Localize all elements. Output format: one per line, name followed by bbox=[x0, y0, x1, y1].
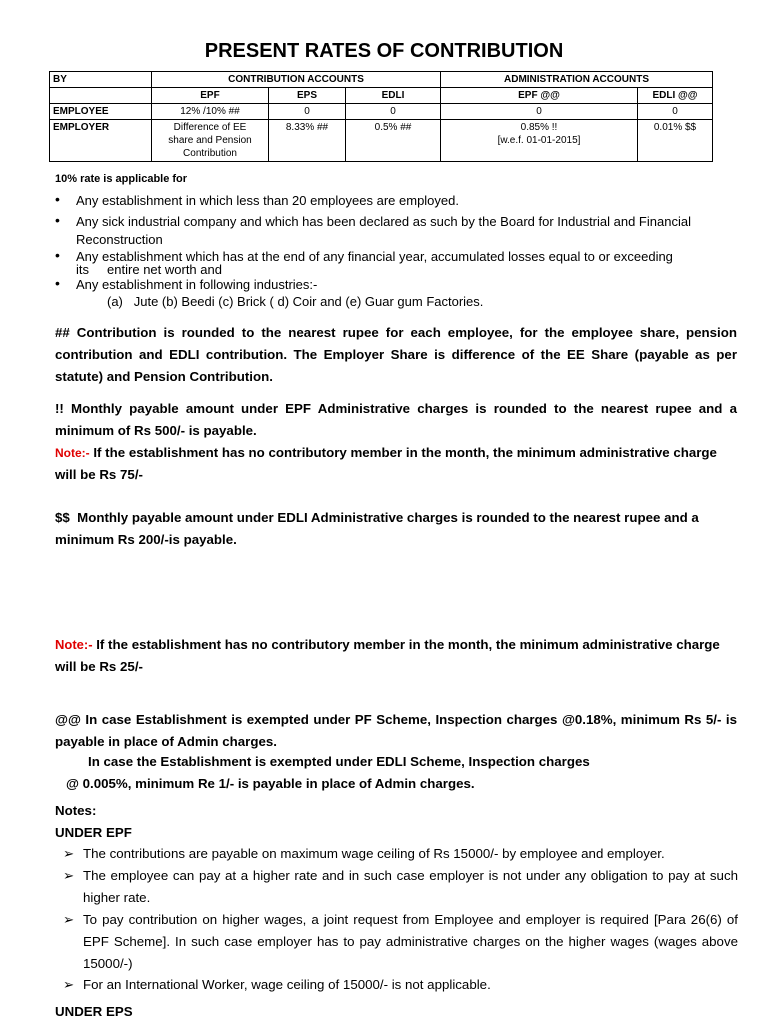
header-contribution-accounts: CONTRIBUTION ACCOUNTS bbox=[152, 72, 441, 88]
under-eps-heading: UNDER EPS bbox=[55, 1004, 133, 1019]
note-admin-min-75: Note:- If the establishment has no contributory member in the month, the minimum administrative charge will be Rs 75/- bbox=[55, 445, 717, 482]
employee-admin-edli: 0 bbox=[638, 104, 713, 120]
list-item: • Any establishment in following industries:- bbox=[55, 275, 318, 292]
employee-eps: 0 bbox=[269, 104, 346, 120]
employer-edli: 0.5% ## bbox=[346, 120, 441, 162]
list-item: • Any establishment which has at the end of any financial year, accumulated losses equal to or exceeding bbox=[55, 247, 673, 264]
note-bang: !! Monthly payable amount under EPF Administrative charges is rounded to the nearest rupee and a minimum of Rs 500/- is payable. bbox=[55, 401, 737, 438]
list-item: ➢ To pay contribution on higher wages, a joint request from Employee and employer is required [Para 26(6) of EPF Scheme]. In such case employer has to pay administrative charges on the higher wages (wages above 15000/-) bbox=[63, 912, 738, 971]
note-admin-min-25: Note:- If the establishment has no contributory member in the month, the minimum administrative charge will be Rs 25/- bbox=[55, 637, 720, 674]
employer-epf-line1: Difference of EE bbox=[173, 122, 247, 133]
employer-admin-epf bbox=[441, 120, 638, 162]
table-row-employee bbox=[50, 104, 713, 120]
list-item: ➢ The contributions are payable on maximum wage ceiling of Rs 15000/- by employee and employer. bbox=[63, 846, 665, 861]
employer-epf-line2: share and Pension bbox=[168, 135, 252, 146]
row-label-employer: EMPLOYER bbox=[50, 120, 152, 162]
note-dollar: $$ Monthly payable amount under EDLI Administrative charges is rounded to the nearest rupee and a minimum Rs 200/-is payable. bbox=[55, 510, 703, 547]
employer-admin-epf-rate: 0.85% !! bbox=[520, 122, 558, 133]
under-epf-heading: UNDER EPF bbox=[55, 825, 132, 840]
header-by: BY bbox=[50, 72, 152, 88]
table-row-employer bbox=[50, 120, 713, 162]
subheader-epf: EPF bbox=[152, 88, 269, 104]
employee-admin-epf: 0 bbox=[441, 104, 638, 120]
employee-edli: 0 bbox=[346, 104, 441, 120]
list-item-subitems: (a) Jute (b) Beedi (c) Brick ( d) Coir and (e) Guar gum Factories. bbox=[107, 294, 484, 309]
note-label: Note:- bbox=[55, 446, 90, 460]
subheader-edli: EDLI bbox=[346, 88, 441, 104]
subheader-admin-edli: EDLI @@ bbox=[638, 88, 713, 104]
note-hash: ## Contribution is rounded to the nearest rupee for each employee, for the employee share, pension contribution and EDLI contribution. The Employer Share is difference of the EE Share (payable as per statute) and Pension Contribution. bbox=[55, 325, 737, 384]
subheader-eps: EPS bbox=[269, 88, 346, 104]
row-label-employee: EMPLOYEE bbox=[50, 104, 152, 120]
page-title: PRESENT RATES OF CONTRIBUTION bbox=[204, 40, 564, 62]
ten-percent-heading: 10% rate is applicable for bbox=[55, 173, 188, 185]
list-item-continuation: Reconstruction bbox=[76, 232, 163, 247]
note-at-edli: In case the Establishment is exempted under EDLI Scheme, Inspection charges bbox=[88, 754, 590, 769]
subheader-empty bbox=[50, 88, 152, 104]
list-item: ➢ For an International Worker, wage ceiling of 15000/- is not applicable. bbox=[63, 977, 491, 992]
employee-epf: 12% /10% ## bbox=[152, 104, 269, 120]
employer-admin-edli: 0.01% $$ bbox=[638, 120, 713, 162]
list-item-continuation: its entire net worth and bbox=[76, 262, 222, 277]
contribution-rates-table bbox=[49, 71, 713, 162]
employer-eps: 8.33% ## bbox=[269, 120, 346, 162]
table-header-row bbox=[50, 72, 713, 88]
note-at-edli-rate: @ 0.005%, minimum Re 1/- is payable in place of Admin charges. bbox=[66, 776, 475, 791]
employer-epf bbox=[152, 120, 269, 162]
table-subheader-row bbox=[50, 88, 713, 104]
employer-admin-epf-date: [w.e.f. 01-01-2015] bbox=[497, 135, 581, 146]
list-item: • Any establishment in which less than 20 employees are employed. bbox=[55, 191, 459, 208]
note-label: Note:- bbox=[55, 637, 93, 652]
employer-epf-line3: Contribution bbox=[183, 148, 237, 159]
list-item: ➢ The employee can pay at a higher rate and in such case employer is not under any obligation to pay at such higher rate. bbox=[63, 868, 738, 905]
note-at-pf: @@ In case Establishment is exempted under PF Scheme, Inspection charges @0.18%, minimum Rs 5/- is payable in place of Admin charges. bbox=[55, 712, 737, 749]
notes-heading: Notes: bbox=[55, 803, 97, 818]
list-item: • Any sick industrial company and which has been declared as such by the Board for Industrial and Financial bbox=[55, 212, 691, 229]
header-administration-accounts: ADMINISTRATION ACCOUNTS bbox=[441, 72, 713, 88]
subheader-admin-epf: EPF @@ bbox=[441, 88, 638, 104]
